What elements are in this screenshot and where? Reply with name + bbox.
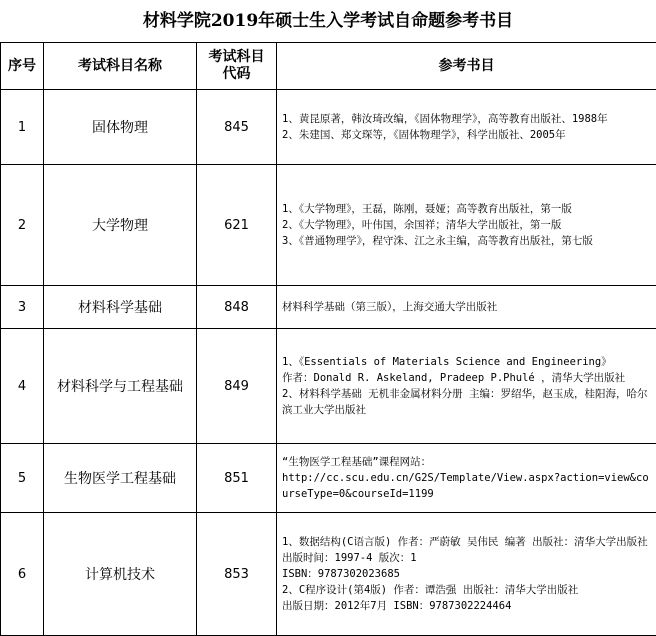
ref-line: 1、《Essentials of Materials Science and Engineering》 [282, 354, 652, 370]
cell-refs [277, 513, 656, 636]
cell-refs [277, 444, 656, 513]
cell-code: 851 [197, 444, 277, 513]
cell-refs [277, 165, 656, 286]
cell-index: 5 [1, 444, 44, 513]
page-title: 材料学院2019年硕士生入学考试自命题参考书目 [0, 0, 656, 42]
cell-index: 1 [1, 90, 44, 165]
cell-subject: 固体物理 [44, 90, 197, 165]
cell-subject: 生物医学工程基础 [44, 444, 197, 513]
ref-line: 1、《大学物理》，王磊，陈刚，聂娅；高等教育出版社，第一版 [282, 201, 652, 217]
ref-line: 2、朱建国、郑文琛等，《固体物理学》，科学出版社、2005年 [282, 127, 652, 143]
table-row [1, 165, 656, 286]
ref-line: 2、《大学物理》，叶伟国，余国祥；清华大学出版社，第一版 [282, 217, 652, 233]
cell-code: 845 [197, 90, 277, 165]
ref-line: 作者：Donald R. Askeland, Pradeep P.Phulé ，清华大学出版社 [282, 370, 652, 386]
ref-line: ISBN：9787302023685 [282, 566, 652, 582]
cell-subject: 材料科学与工程基础 [44, 329, 197, 444]
ref-line: 1、数据结构(C语言版) 作者：严蔚敏 吴伟民 编著 出版社：清华大学出版社 出版时间：1997-4 版次：1 [282, 534, 652, 566]
cell-code: 621 [197, 165, 277, 286]
ref-line: 材料科学基础（第三版），上海交通大学出版社 [282, 299, 652, 315]
header-index: 序号 [1, 43, 44, 90]
cell-index: 6 [1, 513, 44, 636]
ref-line: “生物医学工程基础”课程网站： [282, 454, 652, 470]
cell-subject: 计算机技术 [44, 513, 197, 636]
cell-code: 848 [197, 286, 277, 329]
header-code: 考试科目代码 [197, 43, 277, 90]
cell-subject: 材料科学基础 [44, 286, 197, 329]
cell-code: 853 [197, 513, 277, 636]
ref-line: 2、材料科学基础 无机非金属材料分册 主编：罗绍华，赵玉成，桂阳海，哈尔滨工业大学出版社 [282, 386, 652, 418]
cell-refs [277, 90, 656, 165]
header-subject: 考试科目名称 [44, 43, 197, 90]
cell-index: 3 [1, 286, 44, 329]
table-row [1, 90, 656, 165]
ref-line: 3、《普通物理学》，程守洙、江之永主编，高等教育出版社，第七版 [282, 233, 652, 249]
table-row [1, 286, 656, 329]
ref-line: 出版日期：2012年7月 ISBN：9787302224464 [282, 598, 652, 614]
ref-line: 1、黄昆原著，韩汝琦改编，《固体物理学》，高等教育出版社、1988年 [282, 111, 652, 127]
table-row [1, 444, 656, 513]
header-row [1, 43, 656, 90]
cell-index: 2 [1, 165, 44, 286]
table-row [1, 329, 656, 444]
header-refs: 参考书目 [277, 43, 656, 90]
cell-refs [277, 286, 656, 329]
table-row [1, 513, 656, 636]
cell-refs [277, 329, 656, 444]
reference-table [0, 42, 656, 636]
ref-line: http://cc.scu.edu.cn/G2S/Template/View.aspx?action=view&courseType=0&courseId=1199 [282, 470, 652, 502]
cell-code: 849 [197, 329, 277, 444]
cell-index: 4 [1, 329, 44, 444]
cell-subject: 大学物理 [44, 165, 197, 286]
ref-line: 2、C程序设计(第4版) 作者：谭浩强 出版社：清华大学出版社 [282, 582, 652, 598]
